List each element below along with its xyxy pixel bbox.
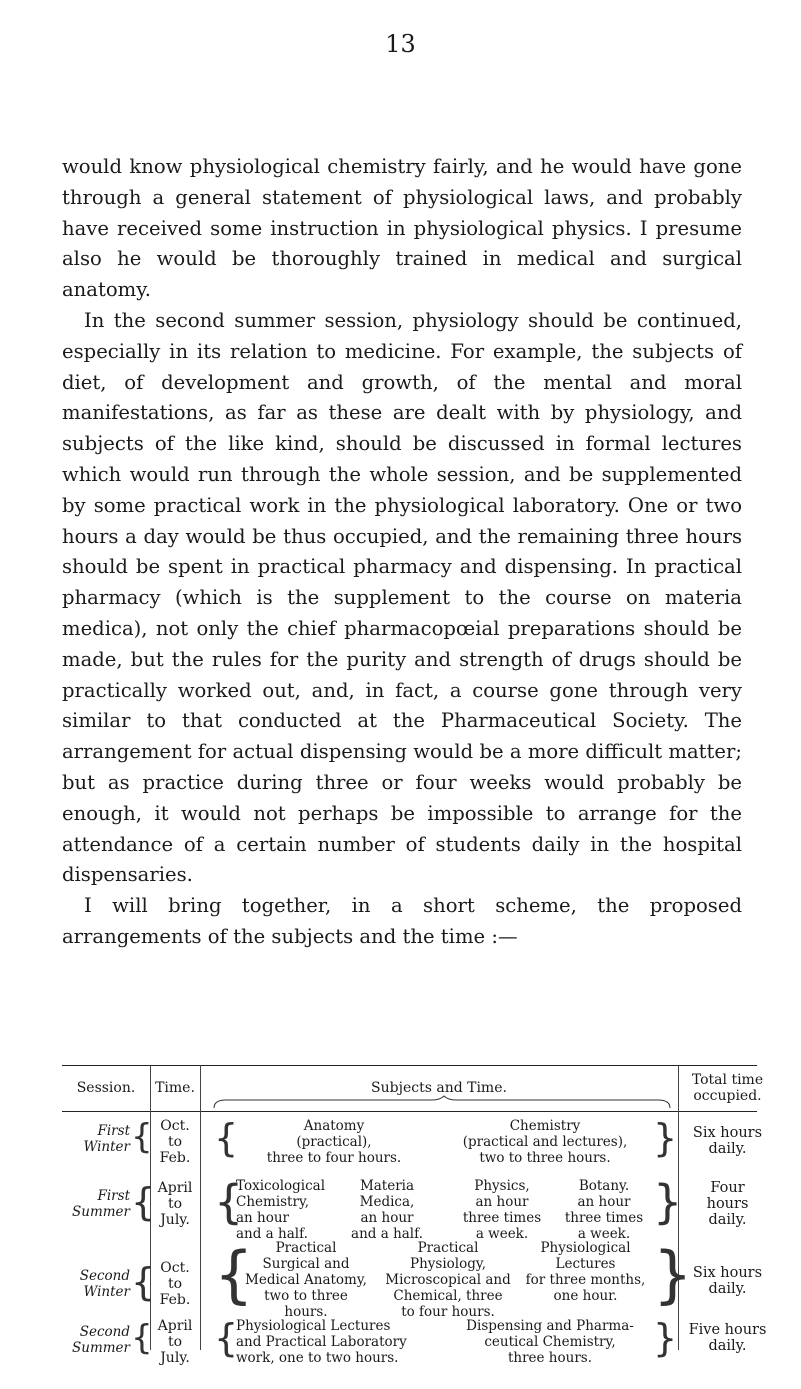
total-second-winter: Six hours daily. bbox=[692, 1265, 763, 1297]
subject-materia-medica: Materia Medica, an hour and a half. bbox=[351, 1178, 423, 1242]
table-header-rule bbox=[62, 1111, 757, 1112]
brace-icon: { bbox=[214, 1238, 254, 1311]
column-divider bbox=[200, 1065, 201, 1350]
subject-physiological-lectures: Physiological Lectures for three months, one hour. bbox=[525, 1240, 646, 1304]
subject-anatomy: Anatomy (practical), three to four hours. bbox=[266, 1118, 402, 1166]
brace-icon: { bbox=[214, 1116, 239, 1160]
subject-physics: Physics, an hour three times a week. bbox=[462, 1178, 542, 1242]
paragraph-3: I will bring together, in a short scheme, the proposed arrangements of the subjects and the time :— bbox=[62, 894, 742, 948]
time-first-summer: April to July. bbox=[157, 1180, 193, 1228]
brace-icon: } bbox=[653, 1238, 693, 1311]
header-total: Total time occupied. bbox=[691, 1072, 764, 1104]
time-second-summer: April to July. bbox=[157, 1318, 193, 1366]
subject-practical-anatomy: Practical Surgical and Medical Anatomy, two to three hours. bbox=[245, 1240, 367, 1320]
paragraph-2: In the second summer session, physiology should be continued, especially in its relation to medicine. For example, the subjects of diet, of development and growth, of the mental and moral manifestations, as far as these are dealt with by physiology, and subjects of the like kind, should be discussed in formal lectures which would run through the whole session, and be supplemented by some practical work in the physiological laboratory. One or two hours a day would be thus occupied, and the remaining three hours should be spent in practical pharmacy and dispensing. In practical pharmacy (which is the supplement to the course on materia medica), not only the chief pharmacopœial preparations should be made, but the rules for the purity and strength of drugs should be practically worked out, and, in fact, a course gone through very similar to that conducted at the Pharmaceutical Society. The arrangement for actual dispensing would be a more difficult matter; but as practice during three or four weeks would probably be enough, it would not perhaps be impossible to arrange for the attendance of a certain number of students daily in the hospital dispensaries. bbox=[62, 308, 742, 887]
total-second-summer: Five hours daily. bbox=[688, 1322, 767, 1354]
time-second-winter: Oct. to Feb. bbox=[159, 1260, 191, 1308]
brace-icon: { bbox=[214, 1316, 239, 1360]
body-text bbox=[62, 152, 742, 953]
brace-icon: } bbox=[653, 1175, 683, 1229]
subject-toxicological-chemistry: Toxicological Chemistry, an hour and a half. bbox=[236, 1178, 326, 1242]
brace-icon: { bbox=[131, 1180, 156, 1224]
subject-dispensing: Dispensing and Pharma- ceutical Chemistry, three hours. bbox=[466, 1318, 634, 1366]
total-first-winter: Six hours daily. bbox=[692, 1125, 763, 1157]
brace-icon: } bbox=[653, 1316, 678, 1360]
brace-icon: { bbox=[131, 1260, 156, 1304]
header-session: Session. bbox=[76, 1080, 136, 1096]
session-second-winter: Second Winter bbox=[79, 1268, 130, 1300]
total-first-summer: Four hours daily. bbox=[706, 1180, 749, 1228]
subject-practical-physiology: Practical Physiology, Microscopical and Chemical, three to four hours. bbox=[385, 1240, 511, 1320]
brace-icon: } bbox=[653, 1116, 678, 1160]
subjects-brace bbox=[212, 1094, 672, 1110]
brace-icon: { bbox=[131, 1117, 153, 1157]
paragraph-1: would know physiological chemistry fairly, and he would have gone through a general statement of physiological laws, and probably have received some instruction in physiological physics. I presume also he would be thoroughly trained in medical and surgical anatomy. bbox=[62, 155, 742, 302]
header-time: Time. bbox=[155, 1080, 195, 1096]
subject-physiological-laboratory: Physiological Lectures and Practical Laboratory work, one to two hours. bbox=[236, 1318, 407, 1366]
brace-icon: { bbox=[131, 1318, 153, 1358]
header-subjects: Subjects and Time. bbox=[371, 1080, 507, 1096]
subject-botany: Botany. an hour three times a week. bbox=[564, 1178, 644, 1242]
session-first-summer: First Summer bbox=[72, 1188, 130, 1220]
session-first-winter: First Winter bbox=[83, 1123, 130, 1155]
page-number: 13 bbox=[385, 30, 416, 58]
session-second-summer: Second Summer bbox=[72, 1324, 130, 1356]
table-top-rule bbox=[62, 1065, 757, 1066]
time-first-winter: Oct. to Feb. bbox=[159, 1118, 191, 1166]
subject-chemistry: Chemistry (practical and lectures), two to three hours. bbox=[462, 1118, 628, 1166]
brace-icon: { bbox=[214, 1175, 244, 1229]
